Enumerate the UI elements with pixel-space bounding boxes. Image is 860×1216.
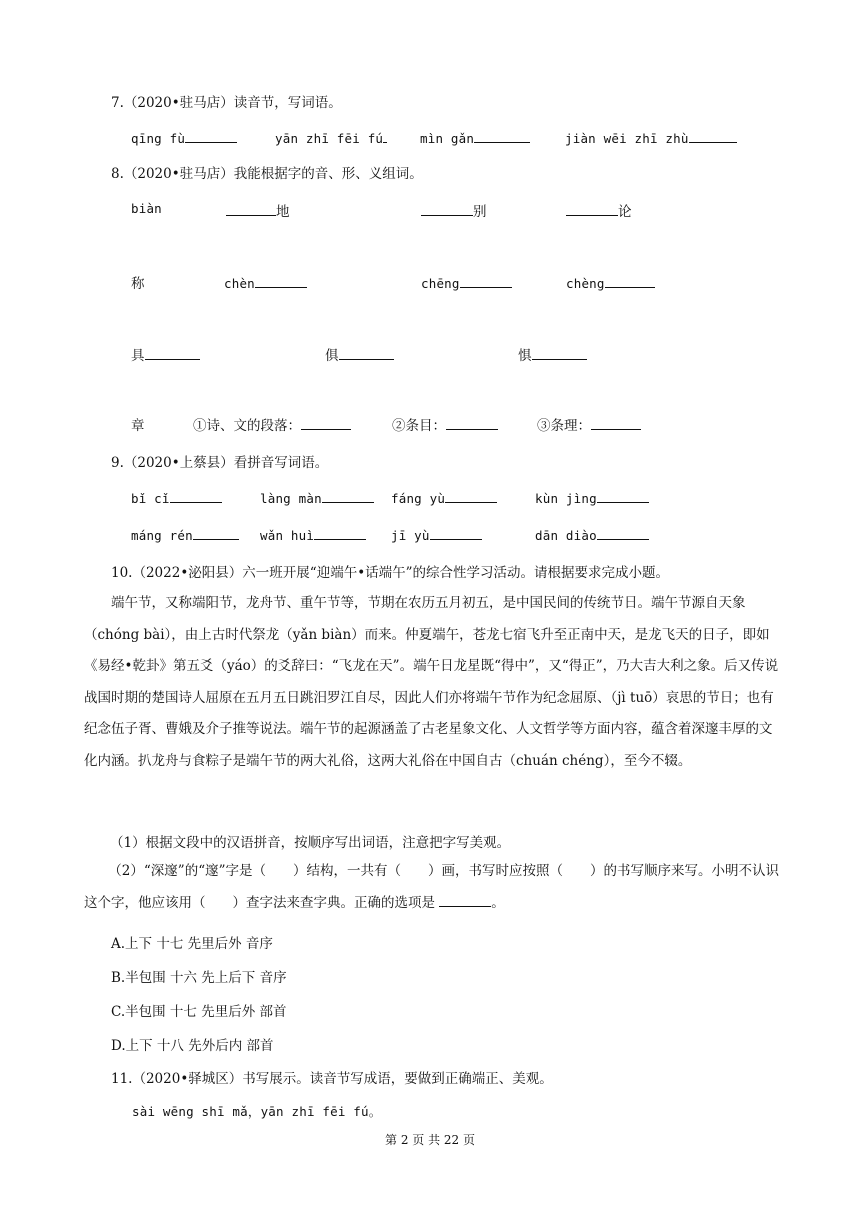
answer-blank[interactable] <box>605 273 655 288</box>
q8-row4-item-1: ①诗、文的段落： <box>193 414 351 434</box>
q11-pinyin: sài wēng shī mǎ，yān zhī fēi fú。 <box>132 1104 382 1119</box>
q10-subquestion-2: （2）“深邃”的“邃”字是（ ）结构，一共有（ ）画，书写时应按照（ ）的书写顺序来写。小明不认识这个字，他应该用（ ）查字法来查字典。正确的选项是 。 <box>84 863 779 911</box>
answer-blank[interactable] <box>255 273 307 288</box>
answer-blank[interactable] <box>226 201 276 216</box>
q8-row1-head: biàn <box>131 201 162 216</box>
q8-row4-head: 章 <box>131 418 145 434</box>
answer-blank[interactable] <box>591 415 641 430</box>
answer-blank[interactable] <box>597 488 649 503</box>
q7-item-4: jiàn wēi zhī zhù <box>565 128 737 146</box>
question-10-title: 10.（2022•泌阳县）六一班开展“迎端午•话端午”的综合性学习活动。请根据要求完成小题。 <box>111 565 670 581</box>
answer-blank[interactable] <box>145 345 200 360</box>
answer-blank[interactable] <box>301 415 351 430</box>
answer-blank[interactable] <box>185 128 237 143</box>
q10-option-d[interactable]: D.上下 十八 先外后内 部首 <box>111 1038 274 1054</box>
answer-blank[interactable] <box>439 894 491 907</box>
answer-blank[interactable] <box>193 525 239 540</box>
answer-blank[interactable] <box>314 525 366 540</box>
q10-option-b[interactable]: B.半包围 十六 先上后下 音序 <box>111 970 287 986</box>
answer-blank[interactable] <box>474 128 530 143</box>
answer-blank[interactable] <box>383 128 387 143</box>
q8-row3-item-2: 俱 <box>325 344 394 364</box>
q9-item-4: kùn jìng <box>535 488 649 506</box>
answer-blank[interactable] <box>322 488 374 503</box>
question-8-title: 8.（2020•驻马店）我能根据字的音、形、义组词。 <box>111 166 423 182</box>
answer-blank[interactable] <box>597 525 649 540</box>
q8-row3-item-1: 具 <box>131 344 200 364</box>
q9-item-3: fáng yù <box>391 488 497 506</box>
q9-item-1: bǐ cǐ <box>131 488 222 506</box>
page-footer: 第 2 页 共 22 页 <box>385 1133 475 1147</box>
answer-blank[interactable] <box>689 128 737 143</box>
q8-row4-item-3: ③条理： <box>537 414 641 434</box>
answer-blank[interactable] <box>421 201 473 216</box>
answer-blank[interactable] <box>532 345 587 360</box>
q8-row2-item-3: chèng <box>566 273 655 291</box>
q8-row1-item-1: 地 <box>226 200 290 220</box>
q9-item-7: jī yù <box>391 525 482 543</box>
q9-item-5: máng rén <box>131 525 239 543</box>
q10-option-c[interactable]: C.半包围 十七 先里后外 部首 <box>111 1004 287 1020</box>
q7-item-1: qīng fù <box>131 128 237 146</box>
question-10-passage: 端午节，又称端阳节，龙舟节、重午节等，节期在农历五月初五，是中国民间的传统节日。端午节源自天象（chóng bài），由上古时代祭龙（yǎn biàn）而来。仲夏端午，苍龙七宿飞升至正南中天，是龙飞天的日子，即如《易经•乾卦》第五爻（yáo）的爻辞曰：“飞龙在天”。端午日龙星既“得中”，又“得正”，乃大吉大利之象。后又传说战国时期的楚国诗人屈原在五月五日跳汨罗江自尽，因此人们亦将端午节作为纪念屈原、（jì tuō）哀思的节日；也有纪念伍子胥、曹娥及介子推等说法。端午节的起源涵盖了古老星象文化、人文哲学等方面内容，蕴含着深邃丰厚的文化内涵。扒龙舟与食粽子是端午节的两大礼俗，这两大礼俗在中国自古（chuán chéng），至今不辍。 <box>84 595 779 769</box>
q7-item-2: yān zhī fēi fú <box>275 128 387 146</box>
q8-row4-item-2: ②条目： <box>392 414 498 434</box>
q8-row2-item-1: chèn <box>224 273 307 291</box>
question-9-title: 9.（2020•上蔡县）看拼音写词语。 <box>111 455 329 471</box>
q8-row2-head: 称 <box>131 276 145 292</box>
q10-option-a[interactable]: A.上下 十七 先里后外 音序 <box>111 936 273 952</box>
answer-blank[interactable] <box>566 201 618 216</box>
answer-blank[interactable] <box>460 273 512 288</box>
answer-blank[interactable] <box>170 488 222 503</box>
question-11-title: 11.（2020•驿城区）书写展示。读音节写成语，要做到正确端正、美观。 <box>111 1071 553 1087</box>
q7-item-3: mìn gǎn <box>420 128 530 146</box>
q9-item-6: wǎn huì <box>260 525 366 543</box>
q9-item-8: dān diào <box>535 525 649 543</box>
answer-blank[interactable] <box>446 415 498 430</box>
q8-row1-item-2: 别 <box>421 200 487 220</box>
q8-row3-item-3: 惧 <box>518 344 587 364</box>
answer-blank[interactable] <box>445 488 497 503</box>
answer-blank[interactable] <box>430 525 482 540</box>
q8-row2-item-2: chēng <box>421 273 512 291</box>
q8-row1-item-3: 论 <box>566 200 632 220</box>
q10-subquestion-1: （1）根据文段中的汉语拼音，按顺序写出词语，注意把字写美观。 <box>110 835 511 851</box>
q9-item-2: làng màn <box>260 488 374 506</box>
question-7-title: 7.（2020•驻马店）读音节，写词语。 <box>111 95 342 111</box>
answer-blank[interactable] <box>339 345 394 360</box>
